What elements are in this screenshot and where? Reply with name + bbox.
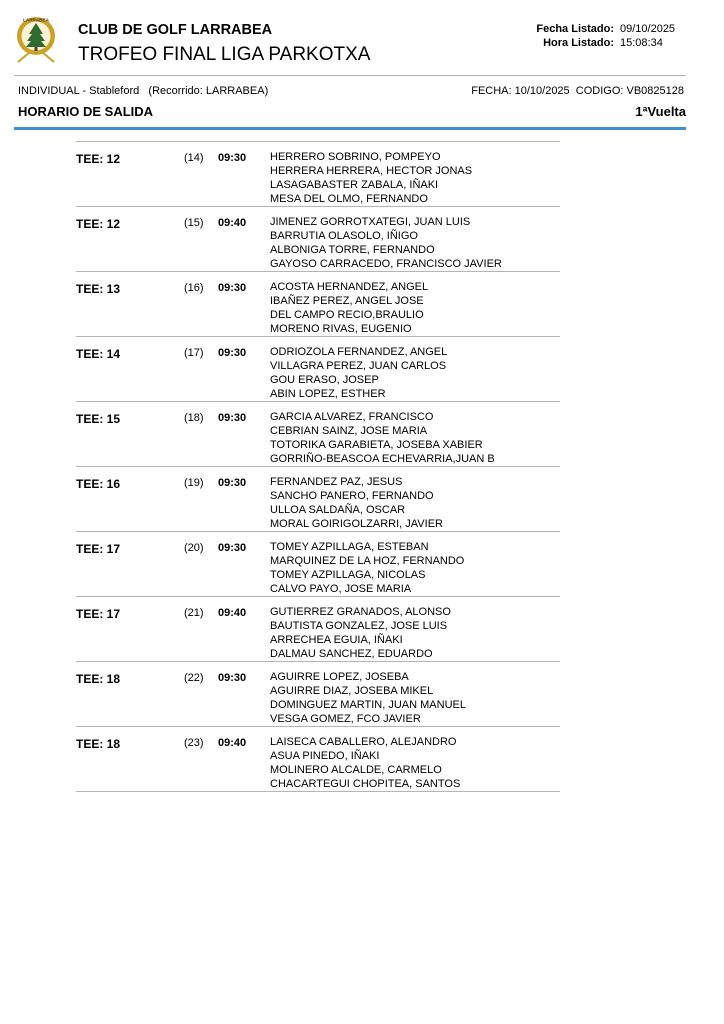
date-and-code: FECHA: 10/10/2025 CODIGO: VB0825128 xyxy=(471,85,684,97)
player-name: HERRERO SOBRINO, POMPEYO xyxy=(270,151,441,163)
player-name: ALBONIGA TORRE, FERNANDO xyxy=(270,243,435,256)
player-name: ARRECHEA EGUIA, IÑAKI xyxy=(270,633,403,646)
player-name: GARCIA ALVAREZ, FRANCISCO xyxy=(270,411,434,423)
start-time: 09:30 xyxy=(218,412,247,424)
player-name: TOTORIKA GARABIETA, JOSEBA XABIER xyxy=(270,438,483,451)
start-time: 09:40 xyxy=(218,607,247,619)
player-name: MARQUINEZ DE LA HOZ, FERNANDO xyxy=(270,554,465,567)
player-name: DALMAU SANCHEZ, EDUARDO xyxy=(270,647,433,660)
player-name: TOMEY AZPILLAGA, ESTEBAN xyxy=(270,541,429,553)
player-list xyxy=(270,736,460,792)
player-name: BAUTISTA GONZALEZ, JOSE LUIS xyxy=(270,619,448,632)
group-number: (19) xyxy=(184,477,204,489)
tee-label: TEE: 17 xyxy=(76,607,121,621)
tee-label: TEE: 12 xyxy=(76,217,121,231)
player-name: GORRIÑO-BEASCOA ECHEVARRIA,JUAN B xyxy=(270,452,495,465)
player-name: HERRERA HERRERA, HECTOR JONAS xyxy=(270,164,473,177)
group-number: (22) xyxy=(184,672,204,684)
table-row xyxy=(76,142,560,207)
player-list xyxy=(270,346,447,402)
player-name: MOLINERO ALCALDE, CARMELO xyxy=(270,763,442,776)
player-name: LAISECA CABALLERO, ALEJANDRO xyxy=(270,736,457,748)
table-row xyxy=(76,662,560,727)
club-crest-icon xyxy=(12,14,60,66)
player-name: AGUIRRE LOPEZ, JOSEBA xyxy=(270,671,409,683)
group-number: (23) xyxy=(184,737,204,749)
listing-meta xyxy=(536,22,676,50)
table-row xyxy=(76,727,560,792)
player-name: JIMENEZ GORROTXATEGI, JUAN LUIS xyxy=(270,216,471,228)
player-list xyxy=(270,541,464,597)
player-name: GOU ERASO, JOSEP xyxy=(270,373,379,386)
section-title: HORARIO DE SALIDA xyxy=(18,104,154,119)
competition-format: INDIVIDUAL - Stableford (Recorrido: LARRABEA) xyxy=(18,85,269,97)
tee-label: TEE: 15 xyxy=(76,412,121,426)
player-list xyxy=(270,151,472,207)
group-number: (18) xyxy=(184,412,204,424)
player-list xyxy=(270,476,443,532)
player-name: CHACARTEGUI CHOPITEA, SANTOS xyxy=(270,777,461,790)
player-name: ACOSTA HERNANDEZ, ANGEL xyxy=(270,281,429,293)
player-name: TOMEY AZPILLAGA, NICOLAS xyxy=(270,568,426,581)
player-name: SANCHO PANERO, FERNANDO xyxy=(270,489,434,502)
start-time: 09:30 xyxy=(218,282,247,294)
fecha-listado-value: 09/10/2025 xyxy=(620,23,676,35)
player-name: GAYOSO CARRACEDO, FRANCISCO JAVIER xyxy=(270,257,502,270)
player-name: MORAL GOIRIGOLZARRI, JAVIER xyxy=(270,517,443,530)
section-divider xyxy=(14,127,686,130)
player-name: VILLAGRA PEREZ, JUAN CARLOS xyxy=(270,359,447,372)
player-name: CALVO PAYO, JOSE MARIA xyxy=(270,582,412,595)
player-list xyxy=(270,671,466,727)
player-name: GUTIERREZ GRANADOS, ALONSO xyxy=(270,606,451,618)
start-time: 09:30 xyxy=(218,672,247,684)
tee-label: TEE: 18 xyxy=(76,672,121,686)
player-name: DEL CAMPO RECIO,BRAULIO xyxy=(270,308,424,321)
tee-label: TEE: 13 xyxy=(76,282,121,296)
group-number: (16) xyxy=(184,282,204,294)
group-number: (14) xyxy=(184,152,204,164)
player-name: ULLOA SALDAÑA, OSCAR xyxy=(270,503,406,516)
player-name: AGUIRRE DIAZ, JOSEBA MIKEL xyxy=(270,684,434,697)
group-number: (17) xyxy=(184,347,204,359)
player-name: MORENO RIVAS, EUGENIO xyxy=(270,322,412,335)
player-name: FERNANDEZ PAZ, JESUS xyxy=(270,476,403,488)
tee-label: TEE: 17 xyxy=(76,542,121,556)
tee-label: TEE: 14 xyxy=(76,347,121,361)
svg-text:LARRABEA: LARRABEA xyxy=(23,17,49,23)
start-time: 09:40 xyxy=(218,217,247,229)
tee-label: TEE: 16 xyxy=(76,477,121,491)
club-logo xyxy=(12,14,60,66)
start-time: 09:30 xyxy=(218,152,247,164)
tee-label: TEE: 18 xyxy=(76,737,121,751)
table-row xyxy=(76,532,560,597)
tee-times-table xyxy=(76,141,560,792)
fecha-listado-label: Fecha Listado: xyxy=(536,23,614,35)
start-time: 09:30 xyxy=(218,477,247,489)
table-row xyxy=(76,597,560,662)
tournament-title: TROFEO FINAL LIGA PARKOTXA xyxy=(78,44,371,65)
table-row xyxy=(76,272,560,337)
player-name: ASUA PINEDO, IÑAKI xyxy=(270,749,380,762)
start-time: 09:30 xyxy=(218,347,247,359)
player-list xyxy=(270,606,451,662)
start-time: 09:40 xyxy=(218,737,247,749)
hora-listado-value: 15:08:34 xyxy=(620,37,663,49)
round-label: 1ªVuelta xyxy=(635,104,686,119)
player-name: IBAÑEZ PEREZ, ANGEL JOSE xyxy=(270,294,424,307)
table-row xyxy=(76,402,560,467)
player-name: ABIN LOPEZ, ESTHER xyxy=(270,387,386,400)
player-list xyxy=(270,216,502,272)
tee-label: TEE: 12 xyxy=(76,152,121,166)
table-row xyxy=(76,467,560,532)
player-name: LASAGABASTER ZABALA, IÑAKI xyxy=(270,178,439,191)
group-number: (15) xyxy=(184,217,204,229)
club-name: CLUB DE GOLF LARRABEA xyxy=(78,22,273,38)
player-name: BARRUTIA OLASOLO, IÑIGO xyxy=(270,229,418,242)
group-number: (21) xyxy=(184,607,204,619)
player-name: VESGA GOMEZ, FCO JAVIER xyxy=(270,712,421,725)
player-name: CEBRIAN SAINZ, JOSE MARIA xyxy=(270,424,428,437)
player-name: DOMINGUEZ MARTIN, JUAN MANUEL xyxy=(270,698,466,711)
player-name: ODRIOZOLA FERNANDEZ, ANGEL xyxy=(270,346,448,358)
header-divider xyxy=(14,75,686,76)
player-name: MESA DEL OLMO, FERNANDO xyxy=(270,192,428,205)
player-list xyxy=(270,281,428,337)
table-row xyxy=(76,337,560,402)
group-number: (20) xyxy=(184,542,204,554)
start-time: 09:30 xyxy=(218,542,247,554)
player-list xyxy=(270,411,495,467)
table-row xyxy=(76,207,560,272)
hora-listado-label: Hora Listado: xyxy=(543,37,614,49)
